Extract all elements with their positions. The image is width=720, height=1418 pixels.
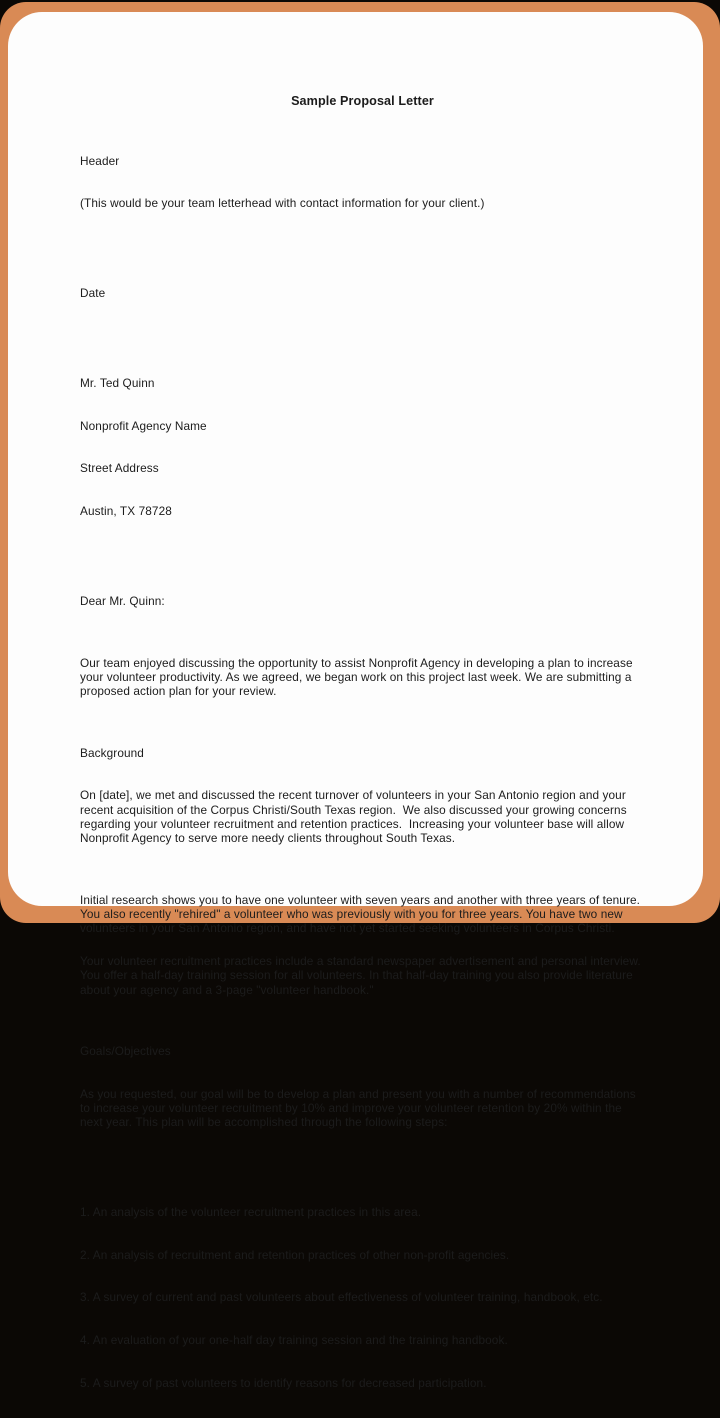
goals-heading: Goals/Objectives (80, 1044, 171, 1059)
background-heading: Background (80, 745, 144, 760)
list-item: 3. A survey of current and past volunteers about effectiveness of volunteer training, handbook, etc. (80, 1290, 603, 1305)
steps-list (80, 1177, 645, 1418)
research-paragraph: Initial research shows you to have one volunteer with seven years and another with three years of tenure. You also recently "rehired" a volunteer who was previously with you for three years. You have two new volunteers in your San Antonio region, and have not yet started seeking volunteers in Corpus Christi. (80, 892, 644, 935)
text-line: Header (80, 153, 120, 168)
photo-frame (0, 2, 720, 1390)
goals-section (80, 1016, 645, 1158)
goals-paragraph: As you requested, our goal will be to develop a plan and present you with a number of recommendations to increase your volunteer recruitment by 10% and improve your volunteer retention by 20% within the next year. This plan will be accomplished through the following steps: (80, 1086, 640, 1130)
text-line: Dear Mr. Quinn: (80, 594, 165, 609)
recipient-name: Mr. Ted Quinn (80, 376, 155, 391)
text-line: Date (80, 286, 106, 301)
recruitment-paragraph: Your volunteer recruitment practices include a standard newspaper advertisement and personal interview. You offer a half-day training session for all volunteers. In that half-day training you also provide literature about your agency and a 3-page "volunteer handbook." (80, 954, 644, 997)
letterhead-block (80, 125, 645, 239)
recipient-address-block (80, 348, 645, 547)
salutation (80, 566, 645, 637)
list-item: 4. An evaluation of your one-half day training session and the training handbook. (80, 1333, 508, 1348)
list-item: 1. An analysis of the volunteer recruitment practices in this area. (80, 1205, 422, 1220)
text-line: (This would be your team letterhead with contact information for your client.) (80, 196, 485, 211)
letter-content (8, 12, 703, 1418)
intro-paragraph: Our team enjoyed discussing the opportunity to assist Nonprofit Agency in developing a plan to increase your volunteer productivity. As we agreed, we began work on this project last week. We are submitting a proposed action plan for your review. (80, 655, 637, 699)
letter-page (8, 12, 703, 1390)
background-section (80, 717, 645, 873)
list-item: 2. An analysis of recruitment and retention practices of other non-profit agencies. (80, 1247, 510, 1262)
recipient-city: Austin, TX 78728 (80, 504, 172, 519)
date-block (80, 258, 645, 329)
list-item: 5. A survey of past volunteers to identify reasons for decreased participation. (80, 1375, 487, 1390)
recipient-street: Street Address (80, 461, 159, 476)
recipient-org: Nonprofit Agency Name (80, 418, 207, 433)
letter-title: Sample Proposal Letter (291, 94, 434, 108)
background-paragraph: On [date], we met and discussed the recent turnover of volunteers in your San Antonio region and your recent acquisition of the Corpus Christi/South Texas region. We also discussed your growing concerns regarding your volunteer recruitment and retention practices. Increasing your volunteer base will allow Nonprofit Agency to serve more needy clients throughout South Texas. (80, 788, 631, 845)
